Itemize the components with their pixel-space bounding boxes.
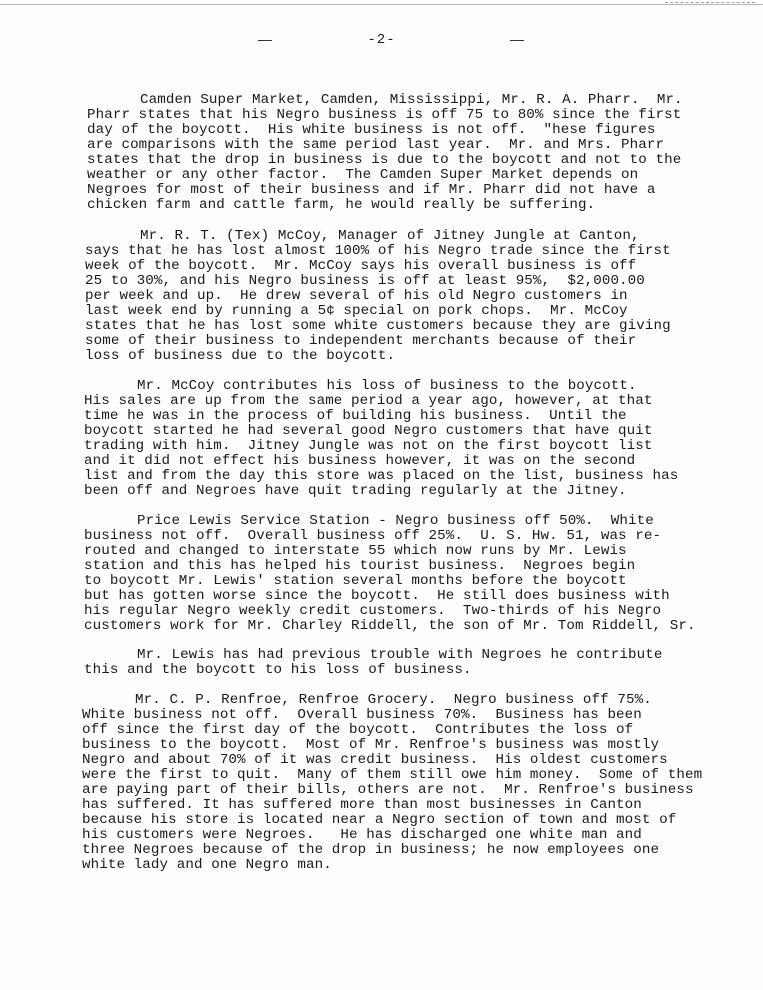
paragraph-4-line-7: his regular Negro weekly credit customers. Two-thirds of his Negro [84,603,662,619]
paragraph-6-line-8: has suffered. It has suffered more than most businesses in Canton [82,797,642,813]
paragraph-6-line-7: are paying part of their bills, others are not. Mr. Renfroe's business [82,782,694,798]
page-number: -2- [367,32,396,48]
paragraph-2-line-5: per week and up. He drew several of his old Negro customers in [85,288,628,304]
paragraph-3-line-8: been off and Negroes have quit trading regularly at the Jitney. [84,483,627,499]
paragraph-6-line-2: White business not off. Overall business 70%. Business has been [82,707,642,723]
paragraph-3-line-7: list and from the day this store was placed on the list, business has [84,468,679,484]
paragraph-2-line-6: last week end by running a 5¢ special on pork chops. Mr. McCoy [85,303,628,319]
paragraph-5-line-1: Mr. Lewis has had previous trouble with Negroes he contribute [137,647,663,663]
paragraph-3-line-3: time he was in the process of building his business. Until the [84,408,627,424]
paragraph-6-line-9: because his store is located near a Negro section of town and most of [82,812,677,828]
paragraph-4-line-2: business not off. Overall business off 25%. U. S. Hw. 51, was re- [84,528,662,544]
paragraph-2-line-9: loss of business due to the boycott. [85,348,396,364]
paragraph-6-line-12: white lady and one Negro man. [82,857,332,873]
paragraph-2-line-1: Mr. R. T. (Tex) McCoy, Manager of Jitney Jungle at Canton, [140,228,640,244]
paragraph-6-line-6: were the first to quit. Many of them still owe him money. Some of them [82,767,703,783]
paragraph-6-line-10: his customers were Negroes. He has discharged one white man and [82,827,642,843]
paragraph-6-line-5: Negro and about 70% of it was credit business. His oldest customers [82,752,668,768]
top-edge-dash [665,2,755,3]
paragraph-1-line-3: day of the boycott. His white business is not off. "hese figures [87,122,656,138]
paragraph-6-line-3: off since the first day of the boycott. Contributes the loss of [82,722,634,738]
paragraph-1-line-5: states that the drop in business is due to the boycott and not to the [87,152,682,168]
paragraph-4-line-4: station and this has helped his tourist business. Negroes begin [84,558,636,574]
paragraph-4-line-8: customers work for Mr. Charley Riddell, the son of Mr. Tom Riddell, Sr. [84,618,696,634]
paragraph-1-line-1: Camden Super Market, Camden, Mississippi, Mr. R. A. Pharr. Mr. [140,92,683,108]
paragraph-4-line-6: but has gotten worse since the boycott. He still does business with [84,588,670,604]
paragraph-6-line-11: three Negroes because of the drop in business; he now employees one [82,842,660,858]
paragraph-1-line-4: are comparisons with the same period last year. Mr. and Mrs. Pharr [87,137,665,153]
paragraph-1-line-7: Negroes for most of their business and if Mr. Pharr did not have a [87,182,656,198]
paragraph-3-line-6: and it did not effect his business however, it was on the second [84,453,636,469]
paragraph-6-line-1: Mr. C. P. Renfroe, Renfroe Grocery. Negro business off 75%. [135,692,652,708]
paragraph-1-line-2: Pharr states that his Negro business is off 75 to 80% since the first [87,107,682,123]
paragraph-3-line-1: Mr. McCoy contributes his loss of business to the boycott. [137,378,637,394]
paragraph-3-line-4: boycott started he had several good Negro customers that have quit [84,423,653,439]
paragraph-2-line-2: says that he has lost almost 100% of his Negro trade since the first [85,243,671,259]
paragraph-3-line-2: His sales are up from the same period a year ago, however, at that [84,393,653,409]
paragraph-1-line-6: weather or any other factor. The Camden Super Market depends on [87,167,639,183]
top-edge-rule [0,4,763,5]
paragraph-1-line-8: chicken farm and cattle farm, he would really be suffering. [87,197,596,213]
paragraph-2-line-8: some of their business to independent merchants because of their [85,333,637,349]
paragraph-6-line-4: business to the boycott. Most of Mr. Renfroe's business was mostly [82,737,660,753]
paragraph-2-line-7: states that he has lost some white customers because they are giving [85,318,671,334]
right-header-mark [510,40,524,41]
paragraph-2-line-3: week of the boycott. Mr. McCoy says his overall business is off [85,258,637,274]
paragraph-4-line-3: routed and changed to interstate 55 which now runs by Mr. Lewis [84,543,627,559]
paragraph-4-line-5: to boycott Mr. Lewis' station several months before the boycott [84,573,627,589]
paragraph-4-line-1: Price Lewis Service Station - Negro business off 50%. White [137,513,654,529]
paragraph-2-line-4: 25 to 30%, and his Negro business is off at least 95%, $2,000.00 [85,273,645,289]
paragraph-3-line-5: trading with him. Jitney Jungle was not on the first boycott list [84,438,653,454]
paragraph-5-line-2: this and the boycott to his loss of business. [84,662,472,678]
